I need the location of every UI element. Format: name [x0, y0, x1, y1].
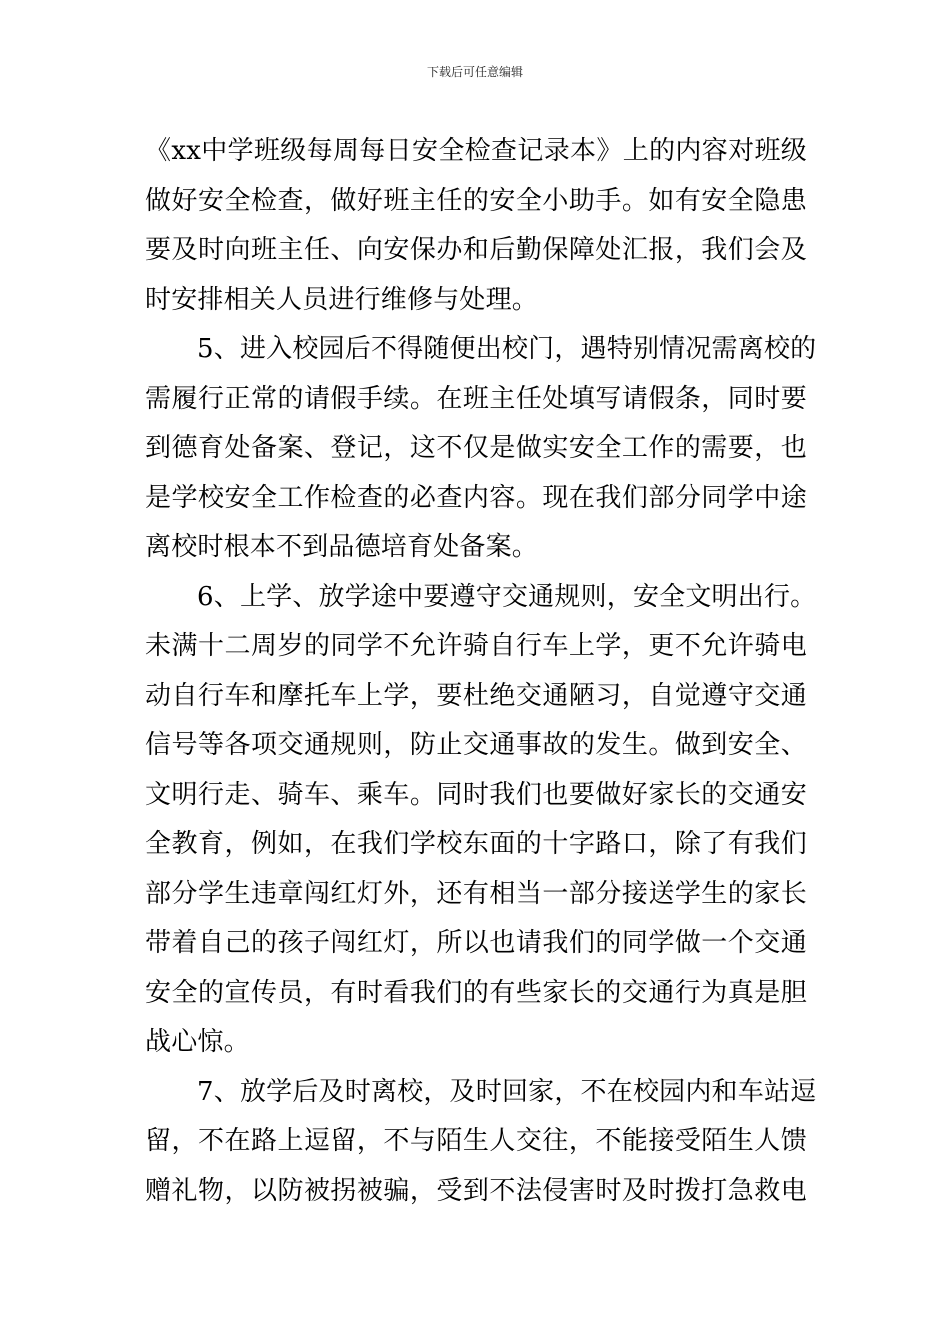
paragraph-line: 《xx中学班级每周每日安全检查记录本》上的内容对班级 — [145, 136, 807, 166]
paragraph-3 — [145, 573, 817, 1068]
paragraph-line: 带着自己的孩子闯红灯，所以也请我们的同学做一个交通 — [145, 928, 807, 958]
paragraph-line: 安全的宣传员，有时看我们的有些家长的交通行为真是胆 — [145, 977, 807, 1008]
paragraph-line: 信号等各项交通规则，防止交通事故的发生。做到安全、 — [145, 730, 807, 760]
document-body — [145, 127, 817, 1216]
paragraph-2 — [145, 325, 817, 573]
paragraph-line: 到德育处备案、登记，这不仅是做实安全工作的需要，也 — [145, 433, 807, 463]
paragraph-line: 6、上学、放学途中要遵守交通规则，安全文明出行。 — [197, 581, 817, 612]
paragraph-line: 需履行正常的请假手续。在班主任处填写请假条，同时要 — [145, 383, 807, 414]
paragraph-line: 时安排相关人员进行维修与处理。 — [145, 284, 539, 315]
page-header: 下载后可任意编辑 — [426, 65, 523, 79]
paragraph-line: 未满十二周岁的同学不允许骑自行车上学，更不允许骑电 — [145, 631, 807, 661]
paragraph-line: 离校时根本不到品德培育处备案。 — [145, 532, 539, 562]
paragraph-line: 7、放学后及时离校，及时回家，不在校园内和车站逗 — [197, 1076, 817, 1107]
paragraph-line: 留，不在路上逗留，不与陌生人交往，不能接受陌生人馈 — [145, 1126, 807, 1156]
paragraph-line: 部分学生违章闯红灯外，还有相当一部分接送学生的家长 — [145, 878, 807, 909]
paragraph-line: 赠礼物，以防被拐被骗，受到不法侵害时及时拨打急救电 — [145, 1175, 807, 1206]
paragraph-line: 5、进入校园后不得随便出校门，遇特别情况需离校的 — [197, 334, 817, 364]
paragraph-1 — [145, 127, 807, 325]
paragraph-line: 全教育，例如，在我们学校东面的十字路口，除了有我们 — [145, 829, 807, 859]
paragraph-4 — [145, 1068, 817, 1217]
paragraph-line: 要及时向班主任、向安保办和后勤保障处汇报，我们会及 — [145, 235, 807, 265]
paragraph-line: 做好安全检查，做好班主任的安全小助手。如有安全隐患 — [145, 185, 807, 216]
paragraph-line: 是学校安全工作检查的必查内容。现在我们部分同学中途 — [145, 482, 807, 513]
paragraph-line: 文明行走、骑车、乘车。同时我们也要做好家长的交通安 — [145, 779, 807, 810]
paragraph-line: 动自行车和摩托车上学，要杜绝交通陋习，自觉遵守交通 — [145, 680, 807, 711]
paragraph-line: 战心惊。 — [145, 1027, 250, 1057]
